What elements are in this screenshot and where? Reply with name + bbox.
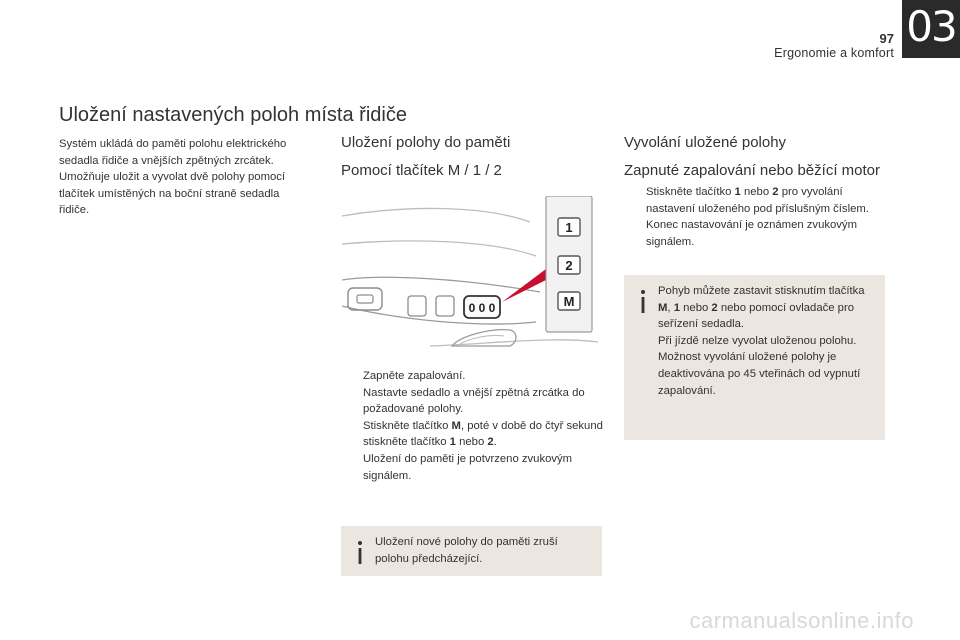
page-number: 97 [879,31,894,46]
recall-info-text: Pohyb můžete zastavit stisknutím tlačítka M, 1 nebo 2 nebo pomocí ovladače pro seřízení sedadla. Při jízdě nelze vyvolat uloženou polohu. Možnost vyvolání uložené polohy je deaktivována po 45 vteřinách od vypnutí zapalování. [658,285,865,397]
recall-section-heading: Vyvolání uložené polohy [624,134,787,151]
watermark: carmanualsonline.info [689,608,914,633]
list-item: Nastavte sedadlo a vnější zpětná zrcátka do požadované polohy. [363,386,585,416]
info-icon [636,289,650,315]
save-section-subheading: Pomocí tlačítek M / 1 / 2 [341,162,502,179]
info-icon [353,540,367,566]
intro-paragraph: Systém ukládá do paměti polohu elektrického sedadla řidiče a vnějších zpětných zrcátek. Umožňuje uložit a vyvolat dvě polohy pomocí tlačítek umístěných na boční straně sedadla řidiče. [59,138,287,217]
save-section-heading: Uložení polohy do paměti [341,134,511,151]
list-item: Zapněte zapalování. [363,370,466,382]
list-item: Stiskněte tlačítko M, poté v době do čtyř sekund stiskněte tlačítko 1 nebo 2. [363,419,603,449]
list-item-continuation: Uložení do paměti je potvrzeno zvukovým signálem. [363,452,573,482]
save-info-text: Uložení nové polohy do paměti zruší polohu předcházející. [375,536,558,565]
list-item: Stiskněte tlačítko 1 nebo 2 pro vyvolání nastavení uloženého pod příslušným číslem. [646,186,869,215]
seat-side-panel-drawing [340,196,602,364]
seat-memory-illustration [340,196,602,364]
list-item-continuation: Konec nastavování je oznámen zvukovým signálem. [646,219,857,248]
recall-info-box [624,275,885,440]
chapter-title: Ergonomie a komfort [774,46,894,60]
save-steps-list [341,368,603,484]
save-info-box [341,526,602,576]
svg-text:0 0 0: 0 0 0 [468,301,496,315]
recall-steps-list [624,184,886,250]
memory-button-2-label: 2 [565,258,573,273]
memory-button-m-label: M [563,294,575,309]
chapter-number-badge: 03 [902,0,960,58]
memory-button-1-label: 1 [565,220,573,235]
recall-section-subheading: Zapnuté zapalování nebo běžící motor [624,162,880,179]
page-title: Uložení nastavených poloh místa řidiče [59,104,407,126]
